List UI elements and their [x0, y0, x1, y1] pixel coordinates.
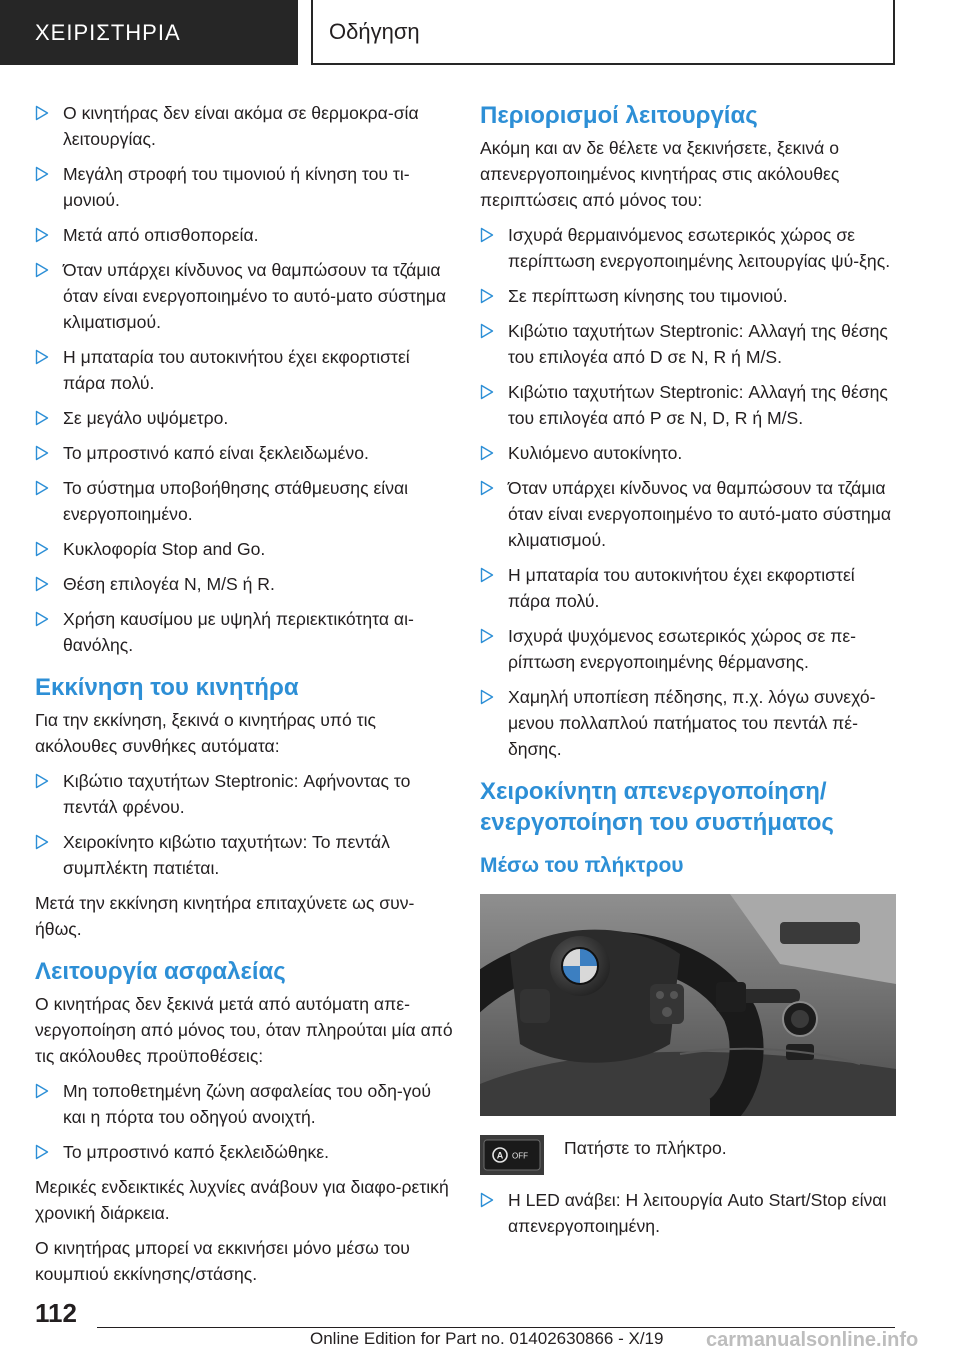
- list-item: Μη τοποθετημένη ζώνη ασφαλείας του οδη-γού και η πόρτα του οδηγού ανοιχτή.: [35, 1078, 455, 1130]
- engine-start-list: [35, 768, 455, 881]
- list-item: Ισχυρά ψυχόμενος εσωτερικός χώρος σε πε-ρίπτωση ενεργοποιημένης θέρμανσης.: [480, 623, 896, 675]
- bullet-triangle-icon: [35, 773, 49, 789]
- heading-safety-function: Λειτουργία ασφαλείας: [35, 958, 286, 985]
- list-item: Θέση επιλογέα N, M/S ή R.: [35, 571, 455, 597]
- bullet-triangle-icon: [480, 227, 494, 243]
- list-item: Η LED ανάβει: Η λειτουργία Auto Start/Stop είναι απενεργοποιημένη.: [480, 1187, 896, 1239]
- heading-manual-toggle: Χειροκίνητη απενεργοποίηση/ ενεργοποίηση του συστήματος: [480, 778, 834, 836]
- limits-intro: Ακόμη και αν δε θέλετε να ξεκινήσετε, ξεκινά ο απενεργοποιημένος κινητήρας στις ακόλουθες περιπτώσεις από μόνος του:: [480, 138, 840, 210]
- list-item: Σε περίπτωση κίνησης του τιμονιού.: [480, 283, 896, 309]
- list-item: Η μπαταρία του αυτοκινήτου έχει εκφορτιστεί πάρα πολύ.: [35, 344, 455, 396]
- bullet-triangle-icon: [35, 1144, 49, 1160]
- safety-list: [35, 1078, 455, 1165]
- bullet-triangle-icon: [480, 567, 494, 583]
- list-item: Χαμηλή υποπίεση πέδησης, π.χ. λόγω συνεχό-μενου πολλαπλού πατήματος του πεντάλ πέ-δησης.: [480, 684, 896, 762]
- list-item: Χειροκίνητο κιβώτιο ταχυτήτων: Το πεντάλ συμπλέκτη πατιέται.: [35, 829, 455, 881]
- bullet-triangle-icon: [35, 1083, 49, 1099]
- list-item: Το μπροστινό καπό ξεκλειδώθηκε.: [35, 1139, 455, 1165]
- list-item: Κιβώτιο ταχυτήτων Steptronic: Αλλαγή της θέσης του επιλογέα από P σε N, D, R ή M/S.: [480, 379, 896, 431]
- watermark: carmanualsonline.info: [706, 1329, 919, 1351]
- bullet-triangle-icon: [480, 384, 494, 400]
- list-item: Κυκλοφορία Stop and Go.: [35, 536, 455, 562]
- heading-function-limits: Περιορισμοί λειτουργίας: [480, 102, 758, 129]
- right-column: [480, 100, 896, 1248]
- list-item: Κιβώτιο ταχυτήτων Steptronic: Αφήνοντας το πεντάλ φρένου.: [35, 768, 455, 820]
- safety-paragraph-1: Μερικές ενδεικτικές λυχνίες ανάβουν για διαφο-ρετική χρονική διάρκεια.: [35, 1177, 449, 1223]
- list-item: Όταν υπάρχει κίνδυνος να θαμπώσουν τα τζάμια όταν είναι ενεργοποιημένο το αυτό-ματο σύστημα κλιματισμού.: [35, 257, 455, 335]
- bullet-triangle-icon: [35, 166, 49, 182]
- list-item: Κυλιόμενο αυτοκίνητο.: [480, 440, 896, 466]
- auto-start-stop-off-button-icon: [480, 1135, 544, 1175]
- footer-divider: [97, 1327, 895, 1328]
- bullet-triangle-icon: [35, 349, 49, 365]
- engine-start-after: Μετά την εκκίνηση κινητήρα επιταχύνετε ως συν-ήθως.: [35, 893, 415, 939]
- bullet-triangle-icon: [35, 410, 49, 426]
- bullet-triangle-icon: [480, 689, 494, 705]
- header-chapter-tab: [311, 0, 895, 65]
- footer-edition: Online Edition for Part no. 01402630866 - X/19: [310, 1329, 664, 1348]
- bullet-triangle-icon: [480, 323, 494, 339]
- left-column: [35, 100, 455, 1296]
- bullet-triangle-icon: [35, 105, 49, 121]
- bullet-triangle-icon: [480, 1192, 494, 1208]
- button-instruction-row: [480, 1135, 896, 1175]
- stop-conditions-list: [35, 100, 455, 658]
- bullet-triangle-icon: [35, 541, 49, 557]
- list-item: Μεγάλη στροφή του τιμονιού ή κίνηση του τι-μονιού.: [35, 161, 455, 213]
- bullet-triangle-icon: [480, 480, 494, 496]
- list-item: Μετά από οπισθοπορεία.: [35, 222, 455, 248]
- bullet-triangle-icon: [480, 628, 494, 644]
- svg-text:A: A: [496, 1150, 504, 1161]
- list-item: Όταν υπάρχει κίνδυνος να θαμπώσουν τα τζάμια όταν είναι ενεργοποιημένο το αυτό-ματο σύστημα κλιματισμού.: [480, 475, 896, 553]
- list-item: Ο κινητήρας δεν είναι ακόμα σε θερμοκρα-σία λειτουργίας.: [35, 100, 455, 152]
- led-list: [480, 1187, 896, 1239]
- bullet-triangle-icon: [35, 262, 49, 278]
- list-item: Κιβώτιο ταχυτήτων Steptronic: Αλλαγή της θέσης του επιλογέα από D σε N, R ή M/S.: [480, 318, 896, 370]
- steering-wheel-photo: [480, 894, 896, 1116]
- safety-paragraph-2: Ο κινητήρας μπορεί να εκκινήσει μόνο μέσω του κουμπιού εκκίνησης/στάσης.: [35, 1238, 410, 1284]
- header-section-title: ΧΕΙΡΙΣΤΗΡΙΑ: [35, 19, 181, 45]
- bullet-triangle-icon: [35, 480, 49, 496]
- header-chapter-title: Οδήγηση: [329, 18, 420, 44]
- list-item: Το σύστημα υποβοήθησης στάθμευσης είναι ενεργοποιημένο.: [35, 475, 455, 527]
- press-button-text: Πατήστε το πλήκτρο.: [564, 1138, 727, 1158]
- list-item: Σε μεγάλο υψόμετρο.: [35, 405, 455, 431]
- list-item: Η μπαταρία του αυτοκινήτου έχει εκφορτιστεί πάρα πολύ.: [480, 562, 896, 614]
- bullet-triangle-icon: [35, 576, 49, 592]
- bullet-triangle-icon: [480, 445, 494, 461]
- page-number: 112: [35, 1298, 77, 1328]
- heading-via-button: Μέσω του πλήκτρου: [480, 854, 684, 877]
- limits-list: [480, 222, 896, 762]
- heading-engine-start: Εκκίνηση του κινητήρα: [35, 674, 299, 701]
- button-off-label: OFF: [512, 1151, 528, 1161]
- engine-start-intro: Για την εκκίνηση, ξεκινά ο κινητήρας υπό τις ακόλουθες συνθήκες αυτόματα:: [35, 710, 376, 756]
- list-item: Ισχυρά θερμαινόμενος εσωτερικός χώρος σε περίπτωση ενεργοποιημένης λειτουργίας ψύ-ξης.: [480, 222, 896, 274]
- bullet-triangle-icon: [35, 227, 49, 243]
- header-section-tab: [0, 0, 298, 65]
- list-item: Το μπροστινό καπό είναι ξεκλειδωμένο.: [35, 440, 455, 466]
- safety-intro: Ο κινητήρας δεν ξεκινά μετά από αυτόματη απε-νεργοποίηση από μόνος του, όταν πληρούται μία από τις ακόλουθες προϋποθέσεις:: [35, 994, 453, 1066]
- bullet-triangle-icon: [35, 611, 49, 627]
- list-item: Χρήση καυσίμου με υψηλή περιεκτικότητα αι-θανόλης.: [35, 606, 455, 658]
- bullet-triangle-icon: [35, 834, 49, 850]
- bullet-triangle-icon: [480, 288, 494, 304]
- bullet-triangle-icon: [35, 445, 49, 461]
